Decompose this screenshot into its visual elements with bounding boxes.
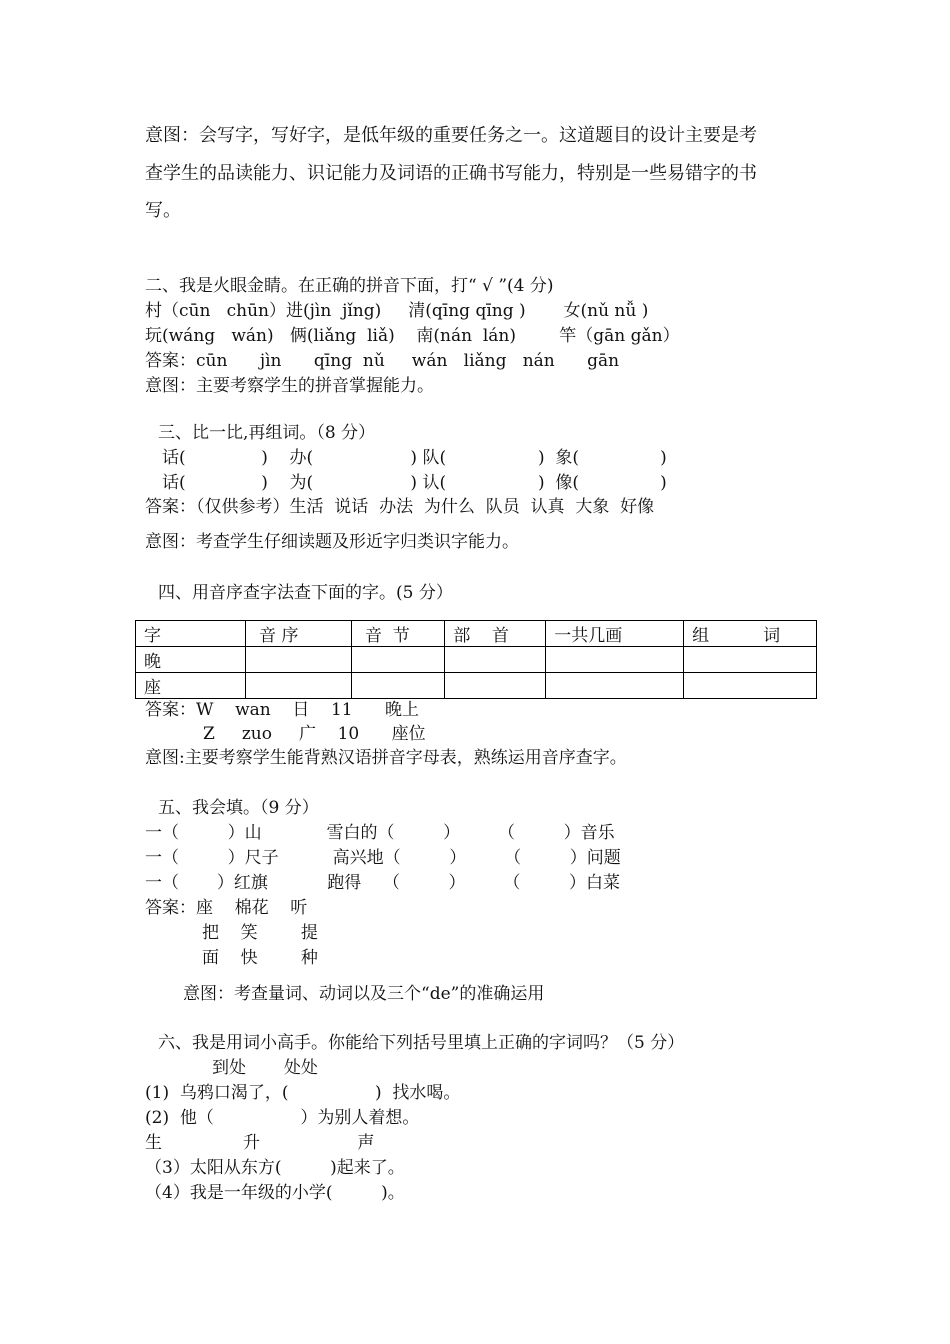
q4-title: 四、用音序查字法查下面的字。(5 分） <box>158 583 453 603</box>
table-cell-blank[interactable] <box>546 673 684 699</box>
header-cell-word: 组 词 <box>684 621 817 647</box>
table-cell-blank[interactable] <box>245 673 351 699</box>
intent-intro-line-1: 意图：会写字，写好字，是低年级的重要任务之一。这道题目的设计主要是考 <box>145 125 757 146</box>
q5-row-3: 一（ ）红旗 跑得 （ ） （ ）白菜 <box>145 873 620 893</box>
table-cell-blank[interactable] <box>351 673 445 699</box>
q6-sentence-2: (2) 他（ ）为别人着想。 <box>145 1108 420 1128</box>
intent-intro-line-2: 查学生的品读能力、识记能力及词语的正确书写能力，特别是一些易错字的书 <box>145 163 757 184</box>
q2-title: 二、我是火眼金睛。在正确的拼音下面，打“ √ ”(4 分) <box>145 276 554 296</box>
table-cell-blank[interactable] <box>445 673 546 699</box>
table-cell-blank[interactable] <box>351 647 445 673</box>
table-cell-blank[interactable] <box>684 647 817 673</box>
q6-word-choices-1: 到处 处处 <box>212 1058 318 1078</box>
table-cell-char: 座 <box>136 673 246 699</box>
q3-row-2: 话( ) 为( ) 认( ) 像( ) <box>162 473 667 493</box>
table-cell-blank[interactable] <box>546 647 684 673</box>
intent-intro-line-3: 写。 <box>145 200 181 221</box>
q5-row-2: 一（ ）尺子 高兴地（ ） （ ）问题 <box>145 848 621 868</box>
q4-answer-1: 答案：W wan 日 11 晚上 <box>145 700 420 720</box>
q5-answer-2: 把 笑 提 <box>202 923 318 943</box>
q5-answer-1: 答案：座 棉花 听 <box>145 898 308 918</box>
q3-intent: 意图：考查学生仔细读题及形近字归类识字能力。 <box>145 532 519 552</box>
header-cell-letter: 音 序 <box>245 621 351 647</box>
q3-row-1: 话( ) 办( ) 队( ) 象( ) <box>162 448 667 468</box>
q6-word-choices-2: 生 升 声 <box>145 1133 375 1153</box>
q6-sentence-3: （3）太阳从东方( )起来了。 <box>145 1158 405 1178</box>
q5-intent: 意图：考查量词、动词以及三个“de”的准确运用 <box>183 984 545 1004</box>
header-cell-strokes: 一共几画 <box>546 621 684 647</box>
table-cell-blank[interactable] <box>445 647 546 673</box>
table-cell-blank[interactable] <box>684 673 817 699</box>
q3-answer: 答案：（仅供参考）生活 说话 办法 为什么 队员 认真 大象 好像 <box>145 497 655 517</box>
table-row <box>136 647 817 673</box>
q2-answer: 答案：cūn jìn qīng nǔ wán liǎng nán gān <box>145 351 620 371</box>
q6-title: 六、我是用词小高手。你能给下列括号里填上正确的字词吗？（5 分） <box>158 1033 685 1053</box>
q5-row-1: 一（ ）山 雪白的（ ） （ ）音乐 <box>145 823 615 843</box>
q4-answer-2: Z zuo 广 10 座位 <box>203 724 426 744</box>
q3-title: 三、比一比,再组词。（8 分） <box>158 423 376 443</box>
q4-intent: 意图:主要考察学生能背熟汉语拼音字母表，熟练运用音序查字。 <box>145 748 627 768</box>
q5-title: 五、我会填。（9 分） <box>158 798 319 818</box>
q2-intent: 意图：主要考察学生的拼音掌握能力。 <box>145 376 434 396</box>
q6-sentence-1: (1) 乌鸦口渴了，( ) 找水喝。 <box>145 1083 461 1103</box>
header-cell-char: 字 <box>136 621 246 647</box>
q2-row-1: 村（cūn chūn）进(jìn jǐng) 清(qīng qīng ) 女(nǔ nǚ ) <box>145 301 649 321</box>
q4-lookup-table <box>135 620 817 699</box>
q6-sentence-4: （4）我是一年级的小学( )。 <box>145 1183 405 1203</box>
q5-answer-3: 面 快 种 <box>202 948 318 968</box>
table-cell-char: 晚 <box>136 647 246 673</box>
header-cell-radical: 部 首 <box>445 621 546 647</box>
table-cell-blank[interactable] <box>245 647 351 673</box>
table-row <box>136 673 817 699</box>
header-cell-syllable: 音 节 <box>351 621 445 647</box>
q2-row-2: 玩(wáng wán) 俩(liǎng liǎ) 南(nán lán) 竿（gān gǎn） <box>145 326 680 346</box>
table-header-row <box>136 621 817 647</box>
